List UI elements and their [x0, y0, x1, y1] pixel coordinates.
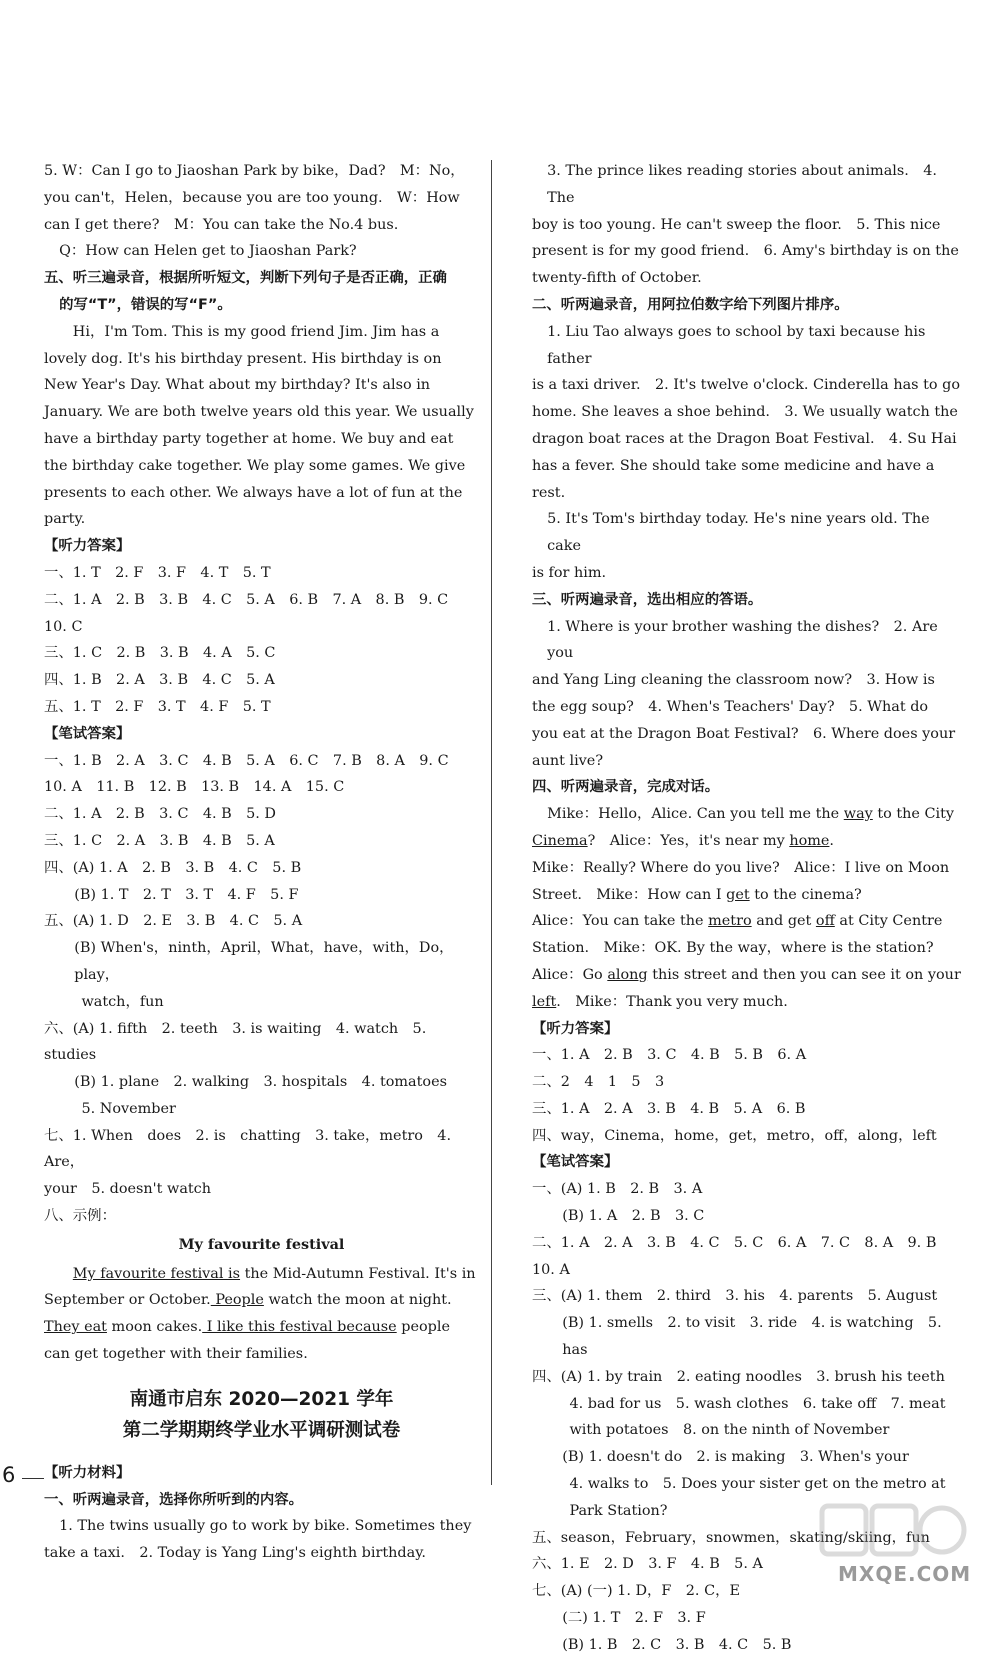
- exam-title: 南通市启东 2020—2021 学年: [129, 1388, 394, 1410]
- answer-line: 三、1. C 2. A 3. B 4. B 5. A: [44, 832, 275, 849]
- answer-line: (B) 1. smells 2. to visit 3. ride 4. is watching 5. has: [562, 1315, 942, 1359]
- section-title: 五、听三遍录音，根据所听短文，判断下列句子是否正确，正确: [44, 270, 447, 287]
- material-line: has a fever. She should take some medicine and have a rest.: [532, 457, 935, 501]
- essay-body: My favourite festival is the Mid-Autumn Festival. It's in September or October. People watch the moon at night. They eat moon cakes. I like this festival because people can get together with their families.: [44, 1265, 476, 1363]
- answer-line: 二、1. A 2. A 3. B 4. C 5. C 6. A 7. C 8. A 9. B: [532, 1234, 937, 1251]
- answer-line: your 5. doesn't watch: [44, 1181, 212, 1198]
- dialog-line: Street. Mike：How can I get to the cinema?: [532, 886, 862, 903]
- answer-line: 5. November: [81, 1100, 176, 1117]
- answer-line: 一、(A) 1. B 2. B 3. A: [532, 1181, 703, 1198]
- dialog-line: left. Mike：Thank you very much.: [532, 993, 788, 1010]
- left-column: [44, 158, 479, 1567]
- dialog-line: Mike：Hello，Alice. Can you tell me the way to the City: [547, 806, 955, 823]
- answer-line: 一、1. T 2. F 3. F 4. T 5. T: [44, 564, 271, 581]
- listening-passage: Hi，I'm Tom. This is my good friend Jim. Jim has a lovely dog. It's his birthday present. His birthday is on New Year's Day. What about my birthday? It's also in January. We are both twelve years old this year. We usually have a birthday party together at home. We buy and eat the birthday cake together. We play some games. We give presents to each other. We always have a lot of fun at the party.: [44, 323, 474, 528]
- material-line: aunt live?: [532, 752, 604, 769]
- answer-line: 二、1. A 2. B 3. B 4. C 5. A 6. B 7. A 8. B 9. C: [44, 591, 449, 608]
- answer-line: watch，fun: [81, 993, 164, 1010]
- answer-line: 七、(A) (一) 1. D，F 2. C，E: [532, 1583, 740, 1600]
- page-number: 6: [2, 1463, 16, 1487]
- material-line: is for him.: [532, 564, 607, 581]
- material-line: take a taxi. 2. Today is Yang Ling's eighth birthday.: [44, 1545, 427, 1562]
- answer-line: 六、(A) 1. fifth 2. teeth 3. is waiting 4. watch 5. studies: [44, 1020, 427, 1064]
- answer-line: 五、1. T 2. F 3. T 4. F 5. T: [44, 698, 271, 715]
- answer-line: 10. C: [44, 618, 83, 635]
- answer-line: 四、(A) 1. A 2. B 3. B 4. C 5. B: [44, 859, 302, 876]
- answer-line: 三、(A) 1. them 2. third 3. his 4. parents 5. August: [532, 1288, 938, 1305]
- dialog-line: Alice：Go along this street and then you can see it on your: [532, 966, 961, 983]
- answer-line: (B) 1. doesn't do 2. is making 3. When's your: [562, 1449, 909, 1466]
- answer-line: 六、1. E 2. D 3. F 4. B 5. A: [532, 1556, 763, 1573]
- answer-line: (B) 1. plane 2. walking 3. hospitals 4. tomatoes: [74, 1074, 447, 1091]
- answer-line: 一、1. A 2. B 3. C 4. B 5. B 6. A: [532, 1047, 807, 1064]
- answer-line: (B) 1. T 2. T 3. T 4. F 5. F: [74, 886, 299, 903]
- exam-subtitle: 第二学期期终学业水平调研测试卷: [122, 1419, 401, 1441]
- dialog-line: Alice：You can take the metro and get off at City Centre: [532, 913, 943, 930]
- material-line: dragon boat races at the Dragon Boat Festival. 4. Su Hai: [532, 430, 957, 447]
- material-line: and Yang Ling cleaning the classroom now? 3. How is: [532, 672, 935, 689]
- answer-line: 二、1. A 2. B 3. C 4. B 5. D: [44, 806, 276, 823]
- section-title: 三、听两遍录音，选出相应的答语。: [532, 591, 763, 608]
- written-answers-heading: 【笔试答案】: [44, 725, 131, 742]
- dialog-line: 5. W：Can I go to Jiaoshan Park by bike，Dad? M：No，: [44, 163, 465, 179]
- watermark-url: MXQE.COM: [838, 1562, 972, 1586]
- written-answers-heading: 【笔试答案】: [532, 1154, 619, 1171]
- answer-line: 一、1. B 2. A 3. C 4. B 5. A 6. C 7. B 8. A 9. C: [44, 752, 449, 769]
- answer-line: with potatoes 8. on the ninth of November: [569, 1422, 890, 1439]
- listening-answers-heading: 【听力答案】: [44, 538, 131, 555]
- answer-line: Park Station?: [569, 1502, 668, 1519]
- material-line: is a taxi driver. 2. It's twelve o'clock. Cinderella has to go: [532, 377, 961, 394]
- page-number-rule: [22, 1478, 44, 1479]
- material-line: the egg soup? 4. When's Teachers' Day? 5. What do: [532, 698, 929, 715]
- answer-line: 三、1. C 2. B 3. B 4. A 5. C: [44, 645, 276, 662]
- answer-line: 八、示例：: [44, 1208, 116, 1225]
- column-divider: [491, 160, 492, 1485]
- dialog-line: Station. Mike：OK. By the way，where is the station?: [532, 940, 934, 957]
- answer-line: 五、(A) 1. D 2. E 3. B 4. C 5. A: [44, 913, 303, 930]
- answer-line: 四、way，Cinema，home，get，metro，off，along，left: [532, 1127, 937, 1144]
- dialog-line: can I get there? M：You can take the No.4 bus.: [44, 216, 399, 233]
- answer-line: 二、2 4 1 5 3: [532, 1074, 665, 1091]
- listening-answers-heading: 【听力答案】: [532, 1020, 619, 1037]
- section-title: 的写“T”，错误的写“F”。: [59, 296, 232, 313]
- answer-line: 4. bad for us 5. wash clothes 6. take off 7. meat: [569, 1395, 946, 1412]
- answer-line: (B) When's，ninth，April，What，have，with，Do，play，: [74, 940, 454, 983]
- answer-line: 三、1. A 2. A 3. B 4. B 5. A 6. B: [532, 1100, 806, 1117]
- answer-line: 10. A: [532, 1261, 570, 1278]
- dialog-line: you can't，Helen，because you are too young. W：How: [44, 189, 460, 206]
- material-line: 3. The prince likes reading stories about animals. 4. The: [547, 163, 937, 206]
- answer-line: 4. walks to 5. Does your sister get on the metro at: [569, 1476, 946, 1493]
- section-title: 四、听两遍录音，完成对话。: [532, 779, 720, 796]
- material-line: present is for my good friend. 6. Amy's birthday is on the: [532, 243, 959, 260]
- answer-line: 七、1. When does 2. is chatting 3. take，metro 4. Are，: [44, 1127, 452, 1171]
- answer-line: (B) 1. B 2. C 3. B 4. C 5. B: [562, 1636, 792, 1653]
- essay-title: My favourite festival: [178, 1235, 345, 1253]
- listening-material-heading: 【听力材料】: [44, 1464, 131, 1481]
- material-line: home. She leaves a shoe behind. 3. We usually watch the: [532, 404, 958, 421]
- section-title: 二、听两遍录音，用阿拉伯数字给下列图片排序。: [532, 296, 849, 313]
- answer-line: (二) 1. T 2. F 3. F: [562, 1610, 706, 1627]
- material-line: boy is too young. He can't sweep the floor. 5. This nice: [532, 216, 941, 233]
- answer-line: 五、season，February，snowmen，skating/skiing，fun: [532, 1529, 930, 1546]
- material-line: you eat at the Dragon Boat Festival? 6. Where does your: [532, 725, 956, 742]
- dialog-question: Q：How can Helen get to Jiaoshan Park?: [59, 243, 357, 260]
- material-line: 5. It's Tom's birthday today. He's nine years old. The cake: [547, 511, 930, 555]
- answer-line: (B) 1. A 2. B 3. C: [562, 1208, 705, 1225]
- answer-line: 四、(A) 1. by train 2. eating noodles 3. brush his teeth: [532, 1368, 945, 1385]
- material-line: twenty-fifth of October.: [532, 270, 702, 287]
- material-line: 1. The twins usually go to work by bike. Sometimes they: [59, 1518, 472, 1535]
- section-title: 一、听两遍录音，选择你所听到的内容。: [44, 1491, 304, 1508]
- material-line: 1. Where is your brother washing the dishes? 2. Are you: [547, 618, 938, 662]
- answer-line: 四、1. B 2. A 3. B 4. C 5. A: [44, 672, 275, 689]
- material-line: 1. Liu Tao always goes to school by taxi because his father: [547, 323, 926, 367]
- dialog-line: Mike：Really? Where do you live? Alice：I live on Moon: [532, 859, 950, 876]
- dialog-line: Cinema? Alice：Yes，it's near my home.: [532, 832, 834, 849]
- right-column: [532, 158, 967, 1659]
- answer-line: 10. A 11. B 12. B 13. B 14. A 15. C: [44, 779, 345, 796]
